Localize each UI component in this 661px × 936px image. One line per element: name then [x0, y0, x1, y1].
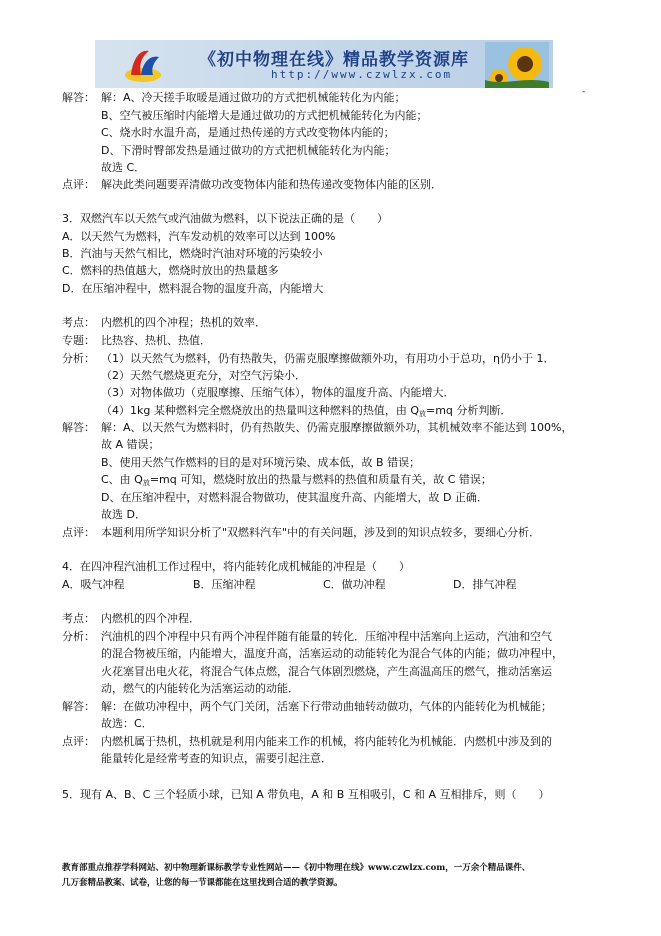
q4-dianping-line: 内燃机属于热机，热机就是利用内能来工作的机械，将内能转化为机械能．内燃机中涉及到的: [101, 735, 552, 748]
q3-kaodian-label: 考点：: [62, 316, 95, 329]
q3-dianping-label: 点评：: [62, 526, 95, 539]
q4-kaodian-text: 内燃机的四个冲程．: [101, 612, 200, 625]
q3-fenxi-line: （2）天然气燃烧更充分，对空气污染小．: [101, 369, 306, 382]
footer-line: 几万套精品教案、试卷，让您的每一节课都能在这里找到合适的教学资源。: [62, 878, 343, 888]
q3-zhuanti-text: 比热容、热机、热值．: [101, 334, 211, 347]
corner-mark: -: [582, 87, 586, 97]
q3-jieda-line: 故选 D．: [101, 508, 146, 521]
q2-comment-text: 解决此类问题要弄清做功改变物体内能和热传递改变物体内能的区别．: [101, 178, 442, 191]
q3-fenxi-line: （4）1kg 某种燃料完全燃烧放出的热量叫这种燃料的热值，由 $Q_放=mq$ 分析判断．: [101, 404, 512, 418]
q3-kaodian-text: 内燃机的四个冲程；热机的效率．: [101, 316, 266, 329]
q2-answer-line: D、下滑时臀部发热是通过做功的方式把机械能转化为内能；: [101, 144, 396, 157]
q3-jieda-line: B、使用天然气作燃料的目的是对环境污染、成本低，故 B 错误；: [101, 456, 421, 469]
q3-option-a: A．以天然气为燃料，汽车发动机的效率可以达到 100%: [62, 230, 336, 243]
q3-fenxi-line: （3）对物体做功（克服摩擦、压缩气体），物体的温度升高、内能增大．: [101, 386, 455, 399]
q4-fenxi-line: 火花塞冒出电火花，将混合气体点燃，混合气体剧烈燃烧，产生高温高压的燃气，推动活塞运: [101, 665, 552, 678]
q3-zhuanti-label: 专题：: [62, 334, 95, 347]
q3-jieda-line: 解：A、以天然气为燃料时，仍有热散失、仍需克服摩擦做额外功，其机械效率不能达到 100%，: [101, 421, 573, 434]
q4-jieda-line: 解：在做功冲程中，两个气门关闭，活塞下行带动曲轴转动做功，气体的内能转化为机械能；: [101, 700, 552, 713]
q4-jieda-label: 解答：: [62, 700, 95, 713]
q4-jieda-line: 故选：C．: [101, 717, 153, 730]
q4-fenxi-label: 分析：: [62, 630, 95, 643]
q2-answer-label: 解答：: [62, 91, 95, 104]
q4-fenxi-line: 的混合物被压缩，内能增大，温度升高，活塞运动的动能转化为混合气体的内能；做功冲程中，: [101, 647, 563, 660]
q3-option-b: B．汽油与天然气相比，燃烧时汽油对环境的污染较小: [62, 247, 323, 260]
q2-answer-line: B、空气被压缩时内能增大是通过做功的方式把机械能转化为内能；: [101, 109, 428, 122]
q2-answer-line: 故选 C．: [101, 161, 146, 174]
q4-option-a: A．吸气冲程: [62, 578, 125, 591]
page-footer: [62, 861, 622, 891]
banner-url[interactable]: http://www.czwlzx.com: [271, 68, 453, 81]
q3-dianping-text: 本题利用所学知识分析了"双燃料汽车"中的有关问题，涉及到的知识点较多，要细心分析．: [101, 526, 541, 539]
q3-option-c: C．燃料的热值越大，燃烧时放出的热量越多: [62, 264, 279, 277]
banner-title: 《初中物理在线》精品教学资源库: [199, 50, 469, 70]
q4-fenxi-line: 动，燃气的内能转化为活塞运动的动能．: [101, 682, 299, 695]
q4-dianping-line: 能量转化是经常考查的知识点，需要引起注意．: [101, 752, 332, 765]
q3-fenxi-line: （1）以天然气为燃料，仍有热散失，仍需克服摩擦做额外功，有用功小于总功，η仍小于 1．: [101, 352, 555, 365]
q5-stem: 5．现有 A、B、C 三个轻质小球，已知 A 带负电，A 和 B 互相吸引，C 和 A 互相排斥，则（ ）: [62, 788, 550, 801]
q3-jieda-line: C、由 $Q_放=mq$ 可知，燃烧时放出的热量与燃料的热值和质量有关，故 C 错误；: [101, 473, 492, 487]
q3-jieda-label: 解答：: [62, 421, 95, 434]
q3-option-d: D．在压缩冲程中，燃料混合物的温度升高，内能增大: [62, 282, 324, 295]
footer-line: 教育部重点推荐学科网站、初中物理新课标教学专业性网站——《初中物理在线》www.czwlzx.com，一万余个精品课件、: [62, 863, 531, 873]
sunflower-image: [485, 42, 549, 88]
q4-stem: 4．在四冲程汽油机工作过程中，将内能转化成机械能的冲程是（ ）: [62, 560, 410, 573]
q2-comment-label: 点评：: [62, 178, 95, 191]
q2-answer-line: 解：A、冷天搓手取暖是通过做功的方式把机械能转化为内能；: [101, 91, 406, 104]
q4-fenxi-line: 汽油机的四个冲程中只有两个冲程伴随有能量的转化．压缩冲程中活塞向上运动，汽油和空气: [101, 630, 552, 643]
q4-option-c: C．做功冲程: [323, 578, 386, 591]
q2-answer-line: C、烧水时水温升高，是通过热传递的方式改变物体内能的；: [101, 126, 395, 139]
header-banner: [95, 40, 553, 88]
site-logo-icon: [123, 45, 163, 85]
q3-jieda-line: D、在压缩冲程中，对燃料混合物做功，使其温度升高、内能增大，故 D 正确．: [101, 491, 488, 504]
q4-kaodian-label: 考点：: [62, 612, 95, 625]
q3-jieda-line: 故 A 错误；: [101, 438, 160, 451]
q4-dianping-label: 点评：: [62, 735, 95, 748]
q3-fenxi-label: 分析：: [62, 352, 95, 365]
q4-option-d: D．排气冲程: [453, 578, 517, 591]
q4-option-b: B．压缩冲程: [193, 578, 256, 591]
q3-stem: 3．双燃汽车以天然气或汽油做为燃料，以下说法正确的是（ ）: [62, 212, 388, 225]
